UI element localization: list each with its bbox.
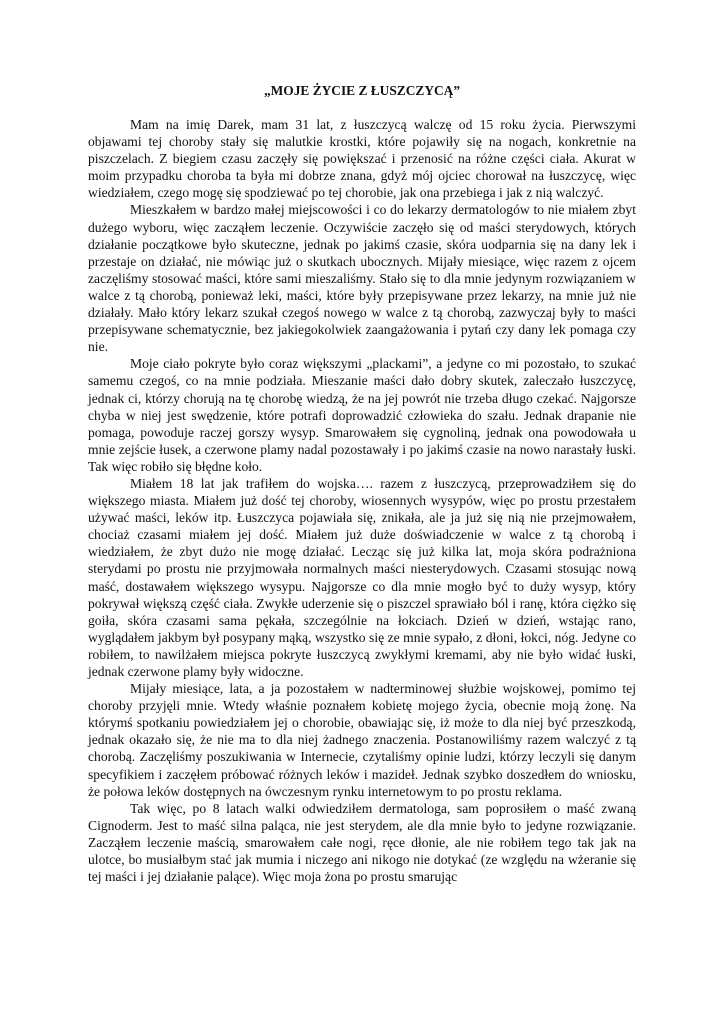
paragraph-2: Mieszkałem w bardzo małej miejscowości i co do lekarzy dermatologów to nie miałem zbyt dużego wyboru, więc zacząłem leczenie. Oczywiście zaczęło się od maści sterydowych, których działanie początkowe było skuteczne, jednak po jakimś czasie, skóra uodparnia się na dany lek i przestaje on działać, nie mówiąc już o skutkach ubocznych. Mijały miesiące, więc razem z ojcem zaczęliśmy stosować maści, które sami mieszaliśmy. Stało się to dla mnie jedynym rozwiązaniem w walce z tą chorobą, ponieważ leki, maści, które były przepisywane przez lekarzy, na mnie już nie działały. Mało który lekarz szukał czegoś nowego w walce z tą chorobą, zazwyczaj były to maści przepisywane schematycznie, bez jakiegokolwiek zaangażowania i pytań czy dany lek pomaga czy nie. (88, 202, 636, 355)
paragraph-1: Mam na imię Darek, mam 31 lat, z łuszczycą walczę od 15 roku życia. Pierwszymi objawami tej choroby stały się malutkie krostki, które pojawiły się na nogach, konkretnie na piszczelach. Z biegiem czasu zaczęły się powiększać i przenosić na różne części ciała. Akurat w moim przypadku choroba ta była mi dobrze znana, gdyż mój ojciec chorował na łuszczycę, więc wiedziałem, czego mogę się spodziewać po tej chorobie, jak ona przebiega i jak z nią walczyć. (88, 117, 636, 201)
paragraph-5: Mijały miesiące, lata, a ja pozostałem w nadterminowej służbie wojskowej, pomimo tej choroby przyjęli mnie. Wtedy właśnie poznałem kobietę mojego życia, obecnie moją żonę. Na którymś spotkaniu powiedziałem jej o chorobie, obawiając się, iż może to dla niej być przeszkodą, jednak okazało się, że nie ma to dla niej żadnego znaczenia. Postanowiliśmy razem walczyć z tą chorobą. Zaczęliśmy poszukiwania w Internecie, czytaliśmy opinie ludzi, którzy leczyli się danym specyfikiem i zaczęłem próbować różnych leków i mazideł. Jednak szybko doszedłem do wniosku, że połowa leków dostępnych na ówczesnym rynku internetowym to po prostu reklama. (88, 681, 636, 799)
paragraph-4: Miałem 18 lat jak trafiłem do wojska…. razem z łuszczycą, przeprowadziłem się do większego miasta. Miałem już dość tej choroby, wiosennych wysypów, więc po prostu przestałem używać maści, leków itp. Łuszczyca pojawiała się, znikała, ale ja już się nią nie przejmowałem, chociaż czasami miałem jej dość. Miałem już duże doświadczenie w walce z tą chorobą i wiedziałem, że zbyt dużo nie mogę działać. Lecząc się już kilka lat, moja skóra podrażniona sterydami po prostu nie przyjmowała normalnych maści niesterydowych. Czasami stosując nową maść, dostawałem większego wysypu. Najgorsze co dla mnie mogło być to duży wysyp, który pokrywał większą część ciała. Zwykłe uderzenie się o piszczel sprawiało ból i ranę, która ciężko się goiła, skóra czasami sama pękała, szczególnie na łokciach. Dzień w dzień, wstając rano, wyglądałem jakbym był posypany mąką, wszystko się ze mnie sypało, z dłoni, łokci, nóg. Jedyne co robiłem, to nawilżałem miejsca pokryte łuszczycą zwykłymi kremami, aby nie było widać łuski, jednak czerwone plamy były widoczne. (88, 475, 636, 679)
paragraph-3: Moje ciało pokryte było coraz większymi „plackami”, a jedyne co mi pozostało, to szukać samemu czegoś, co na mnie podziała. Mieszanie maści dało dobry skutek, zaleczało łuszczycę, jednak ci, którzy chorują na tę chorobę wiedzą, że na jej powrót nie trzeba długo czekać. Najgorsze chyba w niej jest swędzenie, które potrafi doprowadzić człowieka do szału. Jednak drapanie nie pomaga, powoduje raczej gorszy wysyp. Smarowałem się cygnoliną, jednak ona powodowała u mnie zejście łusek, a czerwone plamy nadal pozostawały i po jakimś czasie na nowo narastały łuski. Tak więc robiło się błędne koło. (88, 356, 636, 474)
document-title: „MOJE ŻYCIE Z ŁUSZCZYCĄ” (263, 83, 461, 98)
paragraph-6: Tak więc, po 8 latach walki odwiedziłem dermatologa, sam poprosiłem o maść zwaną Cignoderm. Jest to maść silna paląca, nie jest sterydem, ale dla mnie było to jedyne rozwiązanie. Zacząłem leczenie maścią, smarowałem całe nogi, ręce dłonie, ale nie robiłem tego tak jak na ulotce, bo musiałbym stać jak mumia i niczego ani nikogo nie dotykać (ze względu na wżeranie się tej maści i jej działanie palące). Więc moja żona po prostu smarując (88, 800, 636, 885)
document-page (88, 82, 636, 885)
